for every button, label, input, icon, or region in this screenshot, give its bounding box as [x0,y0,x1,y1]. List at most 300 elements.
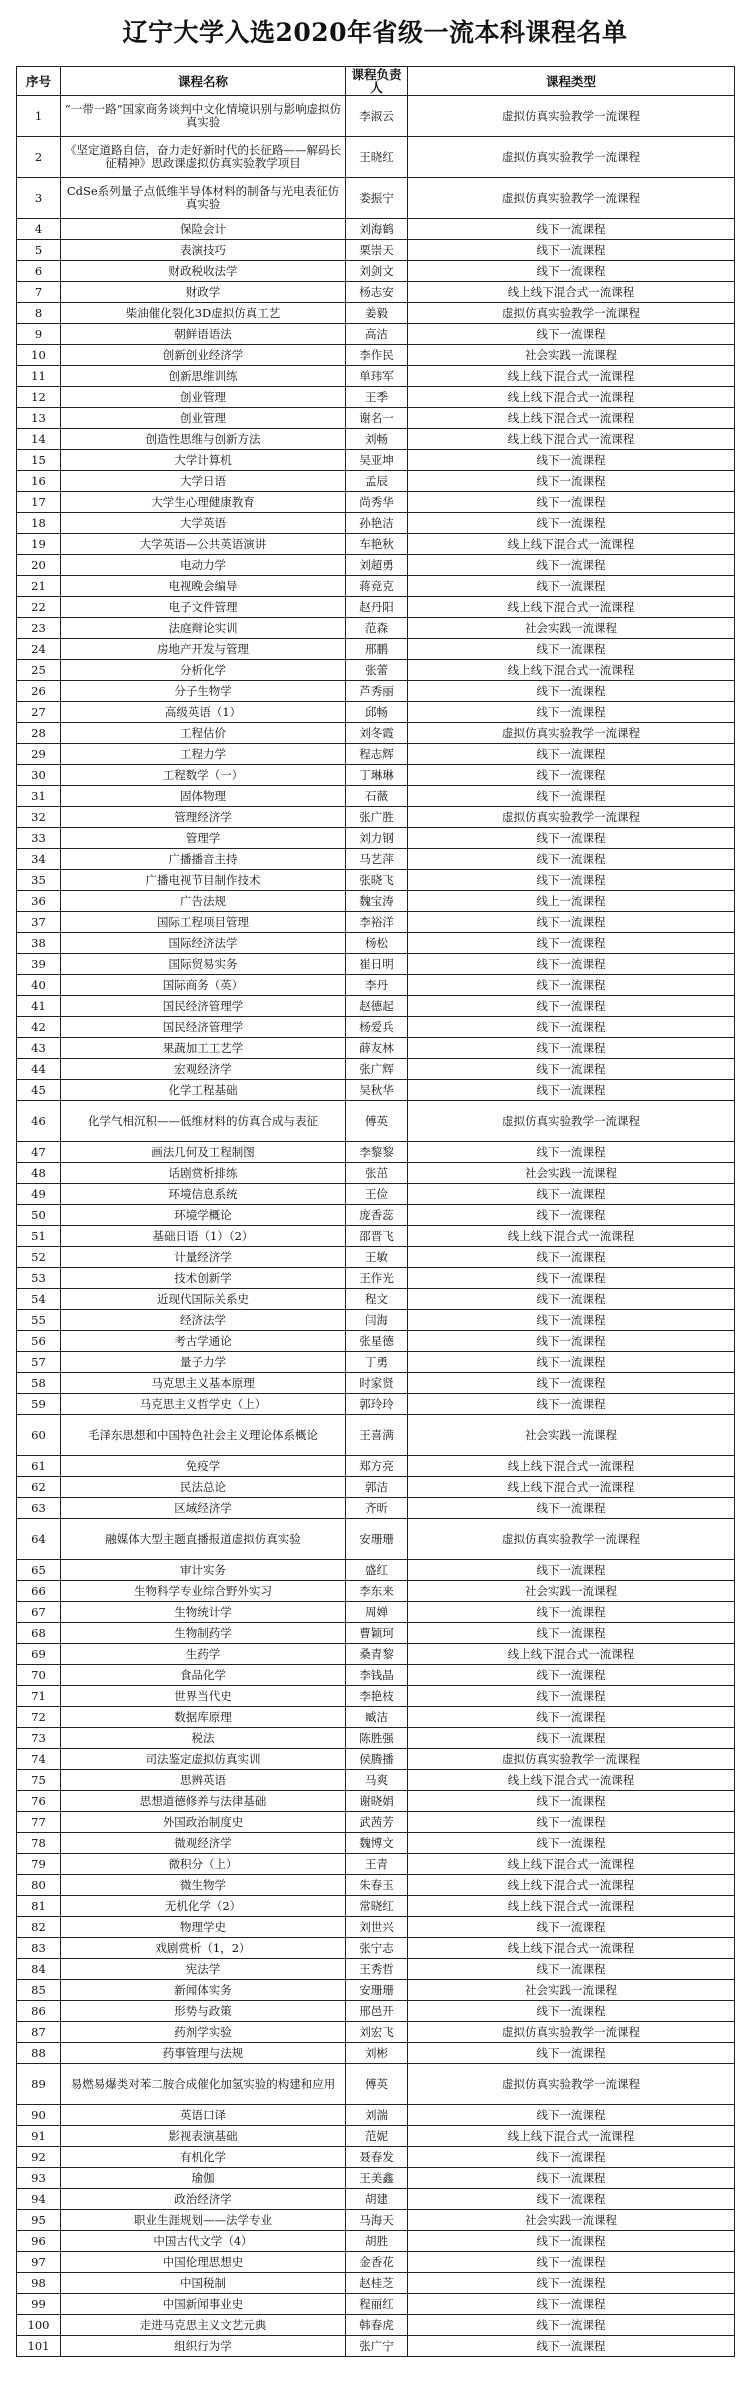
course-name: 国际经济法学 [61,933,346,954]
course-type: 社会实践一流课程 [408,2210,735,2231]
course-leader: 吴亚坤 [346,450,408,471]
course-leader: 刘超勇 [346,555,408,576]
table-row [17,261,735,282]
course-leader: 赵德起 [346,996,408,1017]
course-name: 电子文件管理 [61,597,346,618]
course-name: 中国古代文学（4） [61,2231,346,2252]
row-number: 40 [17,975,61,996]
table-row [17,2022,735,2043]
course-name: 柴油催化裂化3D虚拟仿真工艺 [61,303,346,324]
course-name: 考古学通论 [61,1331,346,1352]
course-type: 线上线下混合式一流课程 [408,660,735,681]
course-leader: 盛红 [346,1560,408,1581]
course-type: 线上线下混合式一流课程 [408,1854,735,1875]
course-leader: 高洁 [346,324,408,345]
course-leader: 王俭 [346,1184,408,1205]
course-name: 药事管理与法规 [61,2043,346,2064]
row-number: 60 [17,1415,61,1456]
table-row [17,2001,735,2022]
course-type: 线下一流课程 [408,2273,735,2294]
header-no: 序号 [17,67,61,96]
course-type: 虚拟仿真实验教学一流课程 [408,1519,735,1560]
course-name: 物理学史 [61,1917,346,1938]
course-name: 保险会计 [61,219,346,240]
course-leader: 郭洁 [346,1477,408,1498]
course-type: 线下一流课程 [408,450,735,471]
row-number: 14 [17,429,61,450]
table-row [17,513,735,534]
course-type: 线下一流课程 [408,933,735,954]
course-name: 组织行为学 [61,2336,346,2357]
row-number: 64 [17,1519,61,1560]
course-type: 社会实践一流课程 [408,1415,735,1456]
course-leader: 胡建 [346,2189,408,2210]
course-leader: 张广宁 [346,2336,408,2357]
course-leader: 李东来 [346,1581,408,1602]
table-row [17,639,735,660]
row-number: 73 [17,1728,61,1749]
course-leader: 丁琳琳 [346,765,408,786]
row-number: 44 [17,1059,61,1080]
table-row [17,2273,735,2294]
course-type: 线下一流课程 [408,576,735,597]
course-name: 中国税制 [61,2273,346,2294]
table-row [17,282,735,303]
table-row [17,702,735,723]
course-name: 管理经济学 [61,807,346,828]
row-number: 75 [17,1770,61,1791]
course-name: 分析化学 [61,660,346,681]
table-row [17,1184,735,1205]
course-leader: 王青 [346,1854,408,1875]
course-name: 形势与政策 [61,2001,346,2022]
course-name: 马克思主义哲学史（上） [61,1394,346,1415]
course-leader: 武茜芳 [346,1812,408,1833]
table-row [17,996,735,1017]
table-row [17,828,735,849]
course-name: 职业生涯规划——法学专业 [61,2210,346,2231]
course-leader: 刘世兴 [346,1917,408,1938]
row-number: 45 [17,1080,61,1101]
course-leader: 李艳枝 [346,1686,408,1707]
course-leader: 傅英 [346,2064,408,2105]
table-row [17,1142,735,1163]
course-type: 社会实践一流课程 [408,618,735,639]
course-type: 线上线下混合式一流课程 [408,387,735,408]
course-type: 线下一流课程 [408,2294,735,2315]
course-name: 区域经济学 [61,1498,346,1519]
course-type: 线下一流课程 [408,912,735,933]
course-name: 英语口译 [61,2105,346,2126]
course-type: 线下一流课程 [408,1331,735,1352]
course-leader: 邵晋飞 [346,1226,408,1247]
course-leader: 杨志安 [346,282,408,303]
row-number: 57 [17,1352,61,1373]
course-type: 线上线下混合式一流课程 [408,1770,735,1791]
course-type: 线下一流课程 [408,996,735,1017]
course-type: 线下一流课程 [408,1959,735,1980]
table-row [17,1352,735,1373]
row-number: 93 [17,2168,61,2189]
row-number: 39 [17,954,61,975]
course-leader: 娄振宁 [346,178,408,219]
course-type: 线下一流课程 [408,1623,735,1644]
course-leader: 刘冬霞 [346,723,408,744]
course-leader: 蒋竞克 [346,576,408,597]
row-number: 13 [17,408,61,429]
course-leader: 程丽红 [346,2294,408,2315]
course-name: 高级英语（1） [61,702,346,723]
course-type: 社会实践一流课程 [408,345,735,366]
course-leader: 李淑云 [346,96,408,137]
course-leader: 马艺萍 [346,849,408,870]
table-row [17,933,735,954]
row-number: 11 [17,366,61,387]
course-leader: 单玮军 [346,366,408,387]
row-number: 19 [17,534,61,555]
row-number: 101 [17,2336,61,2357]
table-row [17,345,735,366]
table-row [17,1749,735,1770]
table-row [17,1394,735,1415]
course-type: 线下一流课程 [408,1686,735,1707]
document-title: 辽宁大学入选2020年省级一流本科课程名单 [122,18,628,47]
table-row [17,807,735,828]
table-row [17,912,735,933]
course-leader: 谢晓娟 [346,1791,408,1812]
course-leader: 王美鑫 [346,2168,408,2189]
table-row [17,240,735,261]
course-leader: 刘海鹤 [346,219,408,240]
table-row [17,555,735,576]
table-row [17,1498,735,1519]
course-name: 大学计算机 [61,450,346,471]
course-leader: 刘宏飞 [346,2022,408,2043]
course-leader: 魏宝涛 [346,891,408,912]
course-name: 分子生物学 [61,681,346,702]
row-number: 63 [17,1498,61,1519]
course-leader: 张星德 [346,1331,408,1352]
row-number: 6 [17,261,61,282]
row-number: 28 [17,723,61,744]
course-type: 线下一流课程 [408,1289,735,1310]
course-type: 线下一流课程 [408,1791,735,1812]
course-leader: 郭玲玲 [346,1394,408,1415]
table-row [17,1310,735,1331]
course-type: 线上线下混合式一流课程 [408,597,735,618]
course-name: 国民经济管理学 [61,1017,346,1038]
course-name: 量子力学 [61,1352,346,1373]
course-table [16,66,735,2357]
course-type: 社会实践一流课程 [408,1163,735,1184]
course-leader: 邢鹏 [346,639,408,660]
row-number: 54 [17,1289,61,1310]
course-type: 线下一流课程 [408,324,735,345]
table-row [17,1331,735,1352]
course-type: 线上线下混合式一流课程 [408,1644,735,1665]
course-leader: 邱畅 [346,702,408,723]
row-number: 50 [17,1205,61,1226]
row-number: 35 [17,870,61,891]
table-row [17,2105,735,2126]
course-name: 免疫学 [61,1456,346,1477]
row-number: 23 [17,618,61,639]
course-name: 电动力学 [61,555,346,576]
course-type: 社会实践一流课程 [408,1980,735,2001]
row-number: 59 [17,1394,61,1415]
course-leader: 栗崇天 [346,240,408,261]
course-leader: 傅英 [346,1101,408,1142]
course-type: 线下一流课程 [408,765,735,786]
table-row [17,387,735,408]
table-header-row [17,67,735,96]
course-leader: 李黎黎 [346,1142,408,1163]
course-name: 审计实务 [61,1560,346,1581]
row-number: 96 [17,2231,61,2252]
course-type: 线上线下混合式一流课程 [408,1226,735,1247]
course-leader: 邢邑开 [346,2001,408,2022]
course-type: 线上线下混合式一流课程 [408,1875,735,1896]
course-type: 虚拟仿真实验教学一流课程 [408,178,735,219]
course-name: 创业管理 [61,408,346,429]
course-leader: 尚秀华 [346,492,408,513]
course-name: 广播电视节目制作技术 [61,870,346,891]
row-number: 87 [17,2022,61,2043]
table-row [17,765,735,786]
course-type: 线下一流课程 [408,2168,735,2189]
course-leader: 杨爱兵 [346,1017,408,1038]
table-row [17,2231,735,2252]
course-type: 线下一流课程 [408,786,735,807]
table-row [17,1833,735,1854]
course-leader: 张蕾 [346,660,408,681]
row-number: 31 [17,786,61,807]
row-number: 5 [17,240,61,261]
course-name: 管理学 [61,828,346,849]
course-name: 固体物理 [61,786,346,807]
course-type: 线下一流课程 [408,1059,735,1080]
row-number: 4 [17,219,61,240]
course-name: 近现代国际关系史 [61,1289,346,1310]
course-leader: 张茁 [346,1163,408,1184]
course-name: 创新思维训练 [61,366,346,387]
row-number: 10 [17,345,61,366]
course-leader: 赵丹阳 [346,597,408,618]
course-name: 中国新闻事业史 [61,2294,346,2315]
course-type: 线上线下混合式一流课程 [408,534,735,555]
header-course-name: 课程名称 [61,67,346,96]
course-type: 线下一流课程 [408,261,735,282]
course-name: 瑜伽 [61,2168,346,2189]
table-row [17,2189,735,2210]
row-number: 29 [17,744,61,765]
row-number: 41 [17,996,61,1017]
row-number: 56 [17,1331,61,1352]
row-number: 33 [17,828,61,849]
course-name: 走进马克思主义文艺元典 [61,2315,346,2336]
course-leader: 张晓飞 [346,870,408,891]
table-row [17,324,735,345]
course-leader: 安珊珊 [346,1980,408,2001]
course-name: 财政学 [61,282,346,303]
table-row [17,1038,735,1059]
table-row [17,2210,735,2231]
course-name: 国际贸易实务 [61,954,346,975]
course-leader: 魏博文 [346,1833,408,1854]
row-number: 42 [17,1017,61,1038]
table-row [17,1854,735,1875]
course-name: 思想道德修养与法律基础 [61,1791,346,1812]
course-name: 技术创新学 [61,1268,346,1289]
row-number: 46 [17,1101,61,1142]
course-type: 线下一流课程 [408,1812,735,1833]
course-leader: 杨松 [346,933,408,954]
course-name: 思辨英语 [61,1770,346,1791]
course-name: 《坚定道路自信，奋力走好新时代的长征路——解码长征精神》思政课虚拟仿真实验教学项目 [61,137,346,178]
table-row [17,1101,735,1142]
table-row [17,1560,735,1581]
course-type: 线上线下混合式一流课程 [408,282,735,303]
row-number: 27 [17,702,61,723]
course-leader: 郑方亮 [346,1456,408,1477]
row-number: 12 [17,387,61,408]
course-leader: 吴秋华 [346,1080,408,1101]
course-type: 线下一流课程 [408,2315,735,2336]
course-type: 线下一流课程 [408,2147,735,2168]
row-number: 77 [17,1812,61,1833]
course-type: 线上线下混合式一流课程 [408,1456,735,1477]
row-number: 24 [17,639,61,660]
course-name: 微生物学 [61,1875,346,1896]
course-type: 线下一流课程 [408,1498,735,1519]
table-row [17,1980,735,2001]
table-row [17,849,735,870]
course-type: 线下一流课程 [408,2189,735,2210]
course-name: 广告法规 [61,891,346,912]
table-row [17,2043,735,2064]
table-row [17,1205,735,1226]
course-name: 房地产开发与管理 [61,639,346,660]
course-leader: 崔日明 [346,954,408,975]
course-type: 线下一流课程 [408,1080,735,1101]
row-number: 80 [17,1875,61,1896]
course-name: 新闻体实务 [61,1980,346,2001]
course-leader: 程志辉 [346,744,408,765]
course-name: 工程力学 [61,744,346,765]
table-row [17,492,735,513]
course-leader: 曹颖珂 [346,1623,408,1644]
table-body [17,96,735,2357]
table-row [17,2336,735,2357]
course-leader: 韩春虎 [346,2315,408,2336]
course-name: 果蔬加工工艺学 [61,1038,346,1059]
table-row [17,681,735,702]
table-row [17,1289,735,1310]
course-type: 线上线下混合式一流课程 [408,408,735,429]
course-leader: 桑青黎 [346,1644,408,1665]
course-type: 线下一流课程 [408,1017,735,1038]
course-leader: 常晓红 [346,1896,408,1917]
row-number: 100 [17,2315,61,2336]
course-type: 线下一流课程 [408,744,735,765]
row-number: 82 [17,1917,61,1938]
table-row [17,96,735,137]
course-type: 线上线下混合式一流课程 [408,429,735,450]
course-type: 线下一流课程 [408,975,735,996]
course-name: 财政税收法学 [61,261,346,282]
course-type: 线上线下混合式一流课程 [408,1477,735,1498]
table-row [17,534,735,555]
course-name: 计量经济学 [61,1247,346,1268]
course-leader: 刘畅 [346,429,408,450]
row-number: 15 [17,450,61,471]
course-leader: 张广胜 [346,807,408,828]
course-name: 创新创业经济学 [61,345,346,366]
table-row [17,2064,735,2105]
course-leader: 李作民 [346,345,408,366]
course-leader: 程文 [346,1289,408,1310]
row-number: 43 [17,1038,61,1059]
course-leader: 时家贤 [346,1373,408,1394]
course-name: 化学气相沉积——低维材料的仿真合成与表征 [61,1101,346,1142]
row-number: 38 [17,933,61,954]
row-number: 21 [17,576,61,597]
table-row [17,1059,735,1080]
table-row [17,1163,735,1184]
row-number: 48 [17,1163,61,1184]
course-leader: 朱春玉 [346,1875,408,1896]
table-row [17,1080,735,1101]
course-type: 线下一流课程 [408,1142,735,1163]
row-number: 69 [17,1644,61,1665]
row-number: 88 [17,2043,61,2064]
course-type: 线下一流课程 [408,2252,735,2273]
table-row [17,1644,735,1665]
table-row [17,1707,735,1728]
table-row [17,2147,735,2168]
header-leader: 课程负责人 [346,67,408,96]
course-type: 线下一流课程 [408,954,735,975]
row-number: 18 [17,513,61,534]
course-name: 创业管理 [61,387,346,408]
table-row [17,1268,735,1289]
course-type: 虚拟仿真实验教学一流课程 [408,807,735,828]
course-leader: 孟辰 [346,471,408,492]
course-type: 虚拟仿真实验教学一流课程 [408,2064,735,2105]
course-leader: 王敏 [346,1247,408,1268]
course-name: “一带一路”国家商务谈判中文化情境识别与影响虚拟仿真实验 [61,96,346,137]
course-type: 虚拟仿真实验教学一流课程 [408,1101,735,1142]
table-row [17,1896,735,1917]
course-name: 工程估价 [61,723,346,744]
row-number: 62 [17,1477,61,1498]
course-name: 食品化学 [61,1665,346,1686]
row-number: 8 [17,303,61,324]
course-type: 虚拟仿真实验教学一流课程 [408,2022,735,2043]
row-number: 99 [17,2294,61,2315]
table-row [17,219,735,240]
table-row [17,366,735,387]
table-row [17,2294,735,2315]
course-name: 大学英语 [61,513,346,534]
course-type: 线下一流课程 [408,1917,735,1938]
course-leader: 李裕洋 [346,912,408,933]
course-type: 线下一流课程 [408,681,735,702]
table-row [17,1373,735,1394]
table-row [17,744,735,765]
row-number: 89 [17,2064,61,2105]
course-name: 易燃易爆类对苯二胺合成催化加氢实验的构建和应用 [61,2064,346,2105]
